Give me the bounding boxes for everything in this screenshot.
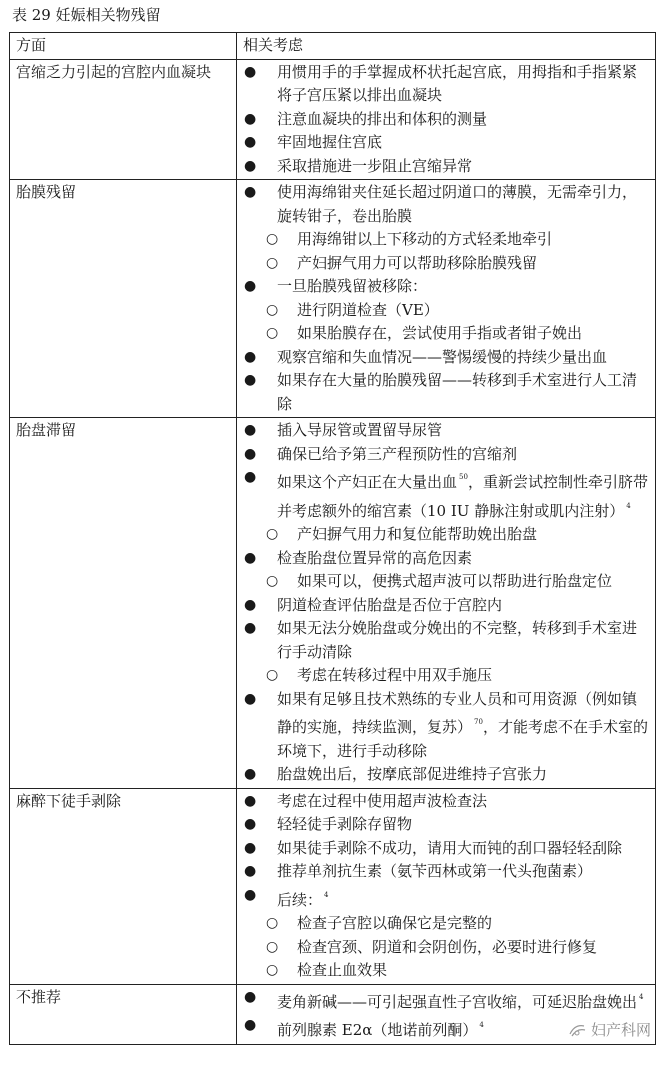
list-item	[237, 181, 649, 228]
list-item	[237, 790, 649, 814]
item-text-continued: ，重新尝试控制性牵引脐带并考虑额外的缩宫素（10 IU 静脉注射或肌内注射）	[277, 473, 648, 520]
item-text: 产妇摒气用力和复位能帮助娩出胎盘	[297, 525, 538, 543]
item-text: 用海绵钳以上下移动的方式轻柔地牵引	[297, 230, 553, 248]
item-text: 如果徒手剥除不成功，请用大而钝的刮口器轻轻刮除	[277, 838, 623, 857]
table-caption: 表 29 妊娠相关物残留	[12, 6, 161, 24]
list-item	[237, 155, 649, 179]
filled-bullet-icon: ●	[244, 690, 257, 707]
hollow-bullet-icon: ○	[266, 962, 279, 978]
filled-bullet-icon: ●	[244, 792, 257, 809]
item-text: 检查止血效果	[297, 961, 388, 979]
item-text-continued: ，才能考虑不在手术室的环境下，进行手动移除	[277, 718, 648, 760]
item-text: 进行阴道检查（VE）	[297, 300, 439, 319]
list-item	[237, 299, 649, 323]
item-text: 牢固地握住宫底	[277, 133, 383, 151]
list-item	[237, 959, 649, 983]
item-text: 注意血凝块的排出和体积的测量	[277, 109, 488, 128]
hollow-bullet-icon: ○	[266, 231, 279, 247]
aspect-cell: 不推荐	[10, 984, 237, 1044]
list-item	[237, 443, 649, 467]
considerations-cell	[237, 59, 656, 180]
filled-bullet-icon: ●	[244, 110, 257, 127]
considerations-cell	[237, 418, 656, 789]
item-text: 麦角新碱——可引起强直性子宫收缩，可延迟胎盘娩出	[277, 992, 638, 1011]
hollow-bullet-icon: ○	[266, 254, 279, 271]
filled-bullet-icon: ●	[244, 988, 257, 1005]
list-item	[237, 912, 649, 936]
aspect-cell: 麻醉下徒手剥除	[10, 788, 237, 984]
item-text: 如果胎膜存在，尝试使用手指或者钳子娩出	[297, 324, 583, 342]
hollow-bullet-icon: ○	[266, 915, 279, 931]
list-item	[237, 936, 649, 960]
item-text: 如果有足够且技术熟练的专业人员和可用资源（例如镇静的实施，持续监测，复苏）	[277, 689, 638, 736]
citation-superscript: 70	[474, 718, 483, 726]
filled-bullet-icon: ●	[244, 63, 257, 80]
list-item	[237, 228, 649, 252]
filled-bullet-icon: ●	[244, 278, 257, 294]
aspect-cell: 胎膜残留	[10, 180, 237, 418]
item-text: 如果存在大量的胎膜残留——转移到手术室进行人工清除	[277, 371, 638, 413]
table-header-row	[10, 33, 656, 60]
hollow-bullet-icon: ○	[266, 938, 279, 955]
list-item	[237, 131, 649, 155]
list-item	[237, 369, 649, 416]
filled-bullet-icon: ●	[244, 886, 257, 903]
item-text: 如果这个产妇正在大量出血	[277, 473, 458, 491]
considerations-cell	[237, 788, 656, 984]
item-text: 后续：	[277, 890, 323, 909]
list-item	[237, 322, 649, 346]
item-text: 插入导尿管或置留导尿管	[277, 421, 443, 439]
table-row	[10, 788, 656, 984]
item-text: 产妇摒气用力可以帮助移除胎膜残留	[297, 253, 538, 272]
list-item	[237, 688, 649, 764]
citation-superscript: 50	[459, 473, 468, 481]
list-item	[237, 346, 649, 370]
item-text: 阴道检查评估胎盘是否位于宫腔内	[277, 595, 503, 614]
item-text: 胎盘娩出后，按摩底部促进维持子宫张力	[277, 765, 548, 783]
citation-superscript: 4	[324, 890, 329, 899]
watermark-text: 妇产科网	[590, 1021, 651, 1039]
item-text: 推荐单剂抗生素（氨苄西林或第一代头孢菌素）	[277, 862, 593, 880]
filled-bullet-icon: ●	[244, 596, 257, 613]
table-row	[10, 59, 656, 180]
item-text: 轻轻徒手剥除存留物	[277, 815, 413, 833]
item-text: 检查宫颈、阴道和会阴创伤，必要时进行修复	[297, 937, 598, 956]
list-item	[237, 108, 649, 132]
item-text: 确保已给予第三产程预防性的宫缩剂	[277, 444, 518, 463]
considerations-cell	[237, 180, 656, 418]
aspect-cell: 宫缩乏力引起的宫腔内血凝块	[10, 59, 237, 180]
item-text: 检查子宫腔以确保它是完整的	[297, 914, 493, 932]
header-aspect: 方面	[10, 33, 237, 60]
hollow-bullet-icon: ○	[266, 526, 279, 542]
filled-bullet-icon: ●	[244, 1017, 257, 1033]
hollow-bullet-icon: ○	[266, 667, 279, 683]
filled-bullet-icon: ●	[244, 839, 257, 856]
list-item	[237, 61, 649, 108]
citation-superscript: 4	[479, 1021, 484, 1029]
filled-bullet-icon: ●	[244, 134, 257, 150]
list-item	[237, 275, 649, 299]
filled-bullet-icon: ●	[244, 863, 257, 879]
retained-products-table	[9, 32, 656, 1045]
header-considerations: 相关考虑	[237, 33, 656, 60]
list-item	[237, 523, 649, 547]
list-item	[237, 664, 649, 688]
item-text: 如果无法分娩胎盘或分娩出的不完整，转移到手术室进行手动清除	[277, 619, 638, 661]
filled-bullet-icon: ●	[244, 445, 257, 462]
citation-superscript: 4	[626, 501, 631, 510]
list-item	[237, 419, 649, 443]
item-text: 考虑在过程中使用超声波检查法	[277, 791, 488, 810]
list-item	[237, 466, 649, 523]
item-text: 使用海绵钳夹住延长超过阴道口的薄膜，无需牵引力，旋转钳子，卷出胎膜	[277, 183, 638, 225]
hollow-bullet-icon: ○	[266, 301, 279, 318]
filled-bullet-icon: ●	[244, 620, 257, 636]
filled-bullet-icon: ●	[244, 348, 257, 365]
list-item	[237, 813, 649, 837]
list-item	[237, 763, 649, 787]
table-row	[10, 180, 656, 418]
filled-bullet-icon: ●	[244, 549, 257, 566]
citation-superscript: 4	[639, 992, 644, 1001]
item-text: 采取措施进一步阻止宫缩异常	[277, 156, 473, 175]
item-text: 前列腺素 E2α（地诺前列酮）	[277, 1021, 478, 1039]
list-item	[237, 617, 649, 664]
filled-bullet-icon: ●	[244, 372, 257, 388]
list-item	[237, 860, 649, 884]
list-item	[237, 252, 649, 276]
table-row	[10, 984, 656, 1044]
filled-bullet-icon: ●	[244, 184, 257, 200]
filled-bullet-icon: ●	[244, 157, 257, 174]
filled-bullet-icon: ●	[244, 422, 257, 438]
table-row	[10, 418, 656, 789]
hollow-bullet-icon: ○	[266, 325, 279, 341]
list-item	[237, 570, 649, 594]
item-text: 一旦胎膜残留被移除：	[277, 277, 428, 295]
aspect-cell: 胎盘滞留	[10, 418, 237, 789]
item-text: 考虑在转移过程中用双手施压	[297, 666, 493, 684]
item-text: 检查胎盘位置异常的高危因素	[277, 548, 473, 567]
filled-bullet-icon: ●	[244, 766, 257, 782]
filled-bullet-icon: ●	[244, 469, 257, 485]
list-item	[237, 884, 649, 913]
list-item	[237, 594, 649, 618]
item-text: 用惯用手的手掌握成杯状托起宫底，用拇指和手指紧紧将子宫压紧以排出血凝块	[277, 62, 638, 104]
list-item	[237, 986, 649, 1015]
watermark-logo-icon	[567, 1022, 587, 1038]
item-text: 观察宫缩和失血情况——警惕缓慢的持续少量出血	[277, 347, 608, 366]
list-item	[237, 547, 649, 571]
filled-bullet-icon: ●	[244, 816, 257, 832]
hollow-bullet-icon: ○	[266, 573, 279, 589]
watermark	[567, 1019, 651, 1040]
list-item	[237, 837, 649, 861]
item-text: 如果可以，便携式超声波可以帮助进行胎盘定位	[297, 572, 613, 590]
